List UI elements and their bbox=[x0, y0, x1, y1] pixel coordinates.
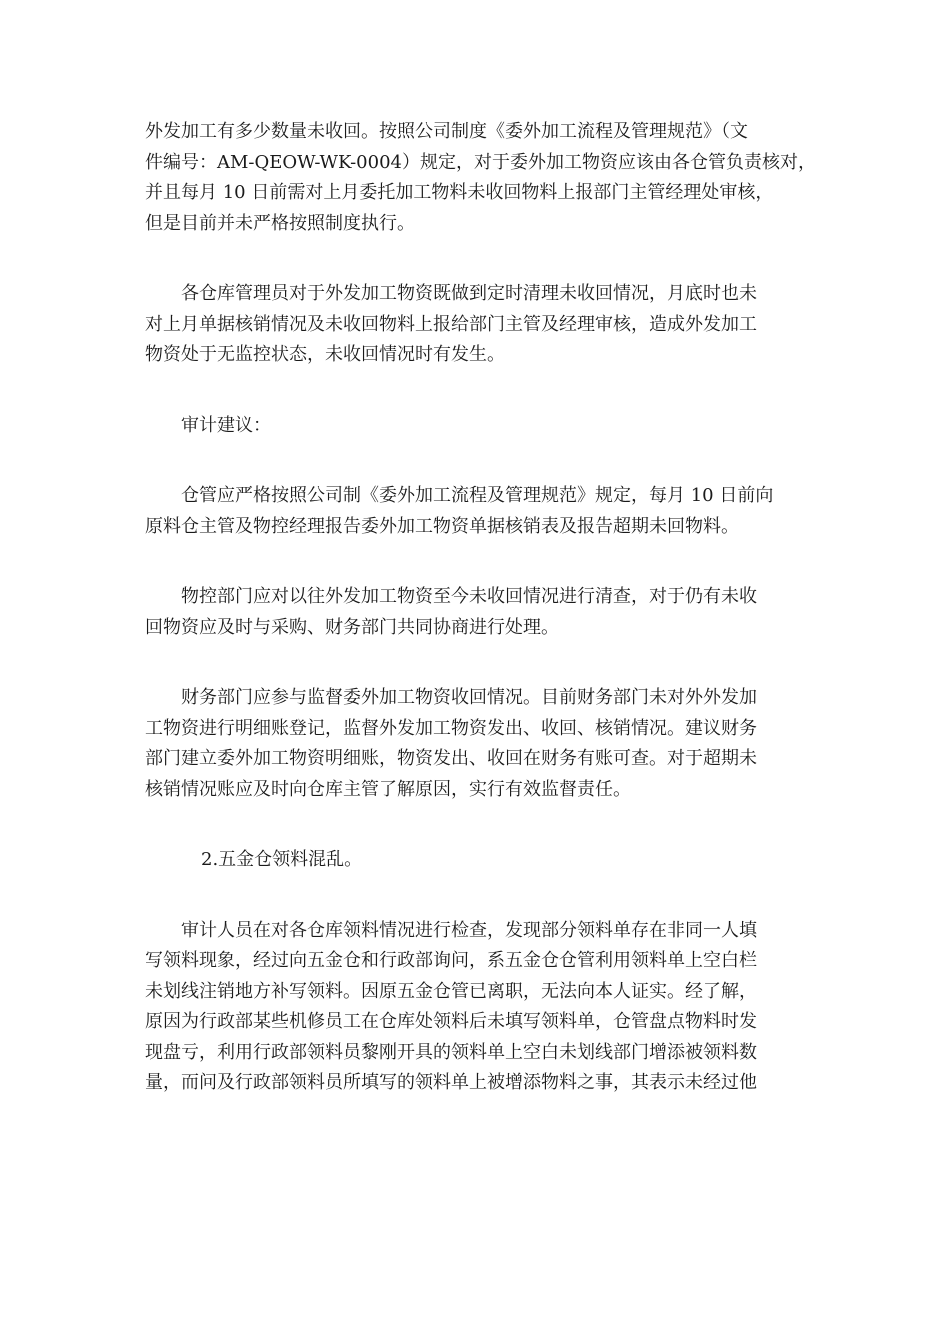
text-line: 部门建立委外加工物资明细账，物资发出、收回在财务有账可查。对于超期未 bbox=[145, 748, 757, 769]
text-line: 核销情况账应及时向仓库主管了解原因，实行有效监督责任。 bbox=[145, 778, 631, 800]
text-line: 仓管应严格按照公司制《委外加工流程及管理规范》规定，每月 10 日前向 bbox=[181, 485, 774, 506]
text-line: 未划线注销地方补写领料。因原五金仓管已离职，无法向本人证实。经了解， bbox=[145, 980, 757, 1002]
text-line: 并且每月 10 日前需对上月委托加工物料未收回物料上报部门主管经理处审核， bbox=[145, 182, 774, 203]
paragraph-suggestion-finance bbox=[145, 683, 820, 805]
text-line: 量，而问及行政部领料员所填写的领料单上被增添物料之事，其表示未经过他 bbox=[145, 1072, 757, 1093]
document-page bbox=[145, 117, 820, 1139]
text-line: 外发加工有多少数量未收回。按照公司制度《委外加工流程及管理规范》（文 bbox=[145, 121, 748, 142]
text-line: 回物资应及时与采购、财务部门共同协商进行处理。 bbox=[145, 616, 559, 638]
text-line: 现盘亏，利用行政部领料员黎刚开具的领料单上空白未划线部门增添被领料数 bbox=[145, 1041, 757, 1063]
text-line: 各仓库管理员对于外发加工物资既做到定时清理未收回情况，月底时也未 bbox=[181, 283, 757, 304]
text-line: 对上月单据核销情况及未收回物料上报给部门主管及经理审核，造成外发加工 bbox=[145, 313, 757, 335]
text-line: 2.五金仓领料混乱。 bbox=[201, 849, 363, 870]
text-line: 原因为行政部某些机修员工在仓库处领料后未填写领料单，仓管盘点物料时发 bbox=[145, 1011, 757, 1032]
paragraph-hardware-findings bbox=[145, 916, 820, 1099]
paragraph-warehouse-keepers bbox=[145, 279, 820, 371]
text-line: 但是目前并未严格按照制度执行。 bbox=[145, 212, 415, 234]
text-line: 物控部门应对以往外发加工物资至今未收回情况进行清查，对于仍有未收 bbox=[181, 586, 757, 607]
paragraph-outsourced-unreturned bbox=[145, 117, 820, 239]
text-line: 件编号：AM-QEOW-WK-0004）规定，对于委外加工物资应该由各仓管负责核对， bbox=[145, 151, 816, 173]
text-line: 财务部门应参与监督委外加工物资收回情况。目前财务部门未对外外发加 bbox=[181, 687, 757, 708]
text-line: 写领料现象，经过向五金仓和行政部询问，系五金仓仓管利用领料单上空白栏 bbox=[145, 950, 757, 971]
paragraph-suggestion-warehouse bbox=[145, 481, 820, 542]
text-line: 物资处于无监控状态，未收回情况时有发生。 bbox=[145, 344, 505, 365]
text-line: 审计人员在对各仓库领料情况进行检查，发现部分领料单存在非同一人填 bbox=[181, 919, 757, 941]
text-line: 工物资进行明细账登记，监督外发加工物资发出、收回、核销情况。建议财务 bbox=[145, 717, 757, 739]
paragraph-suggestion-material-control bbox=[145, 582, 820, 643]
paragraph-audit-suggestion-heading bbox=[145, 411, 820, 442]
section-heading-hardware-warehouse bbox=[145, 845, 820, 876]
text-line: 原料仓主管及物控经理报告委外加工物资单据核销表及报告超期未回物料。 bbox=[145, 515, 739, 537]
text-line: 审计建议： bbox=[181, 414, 271, 436]
